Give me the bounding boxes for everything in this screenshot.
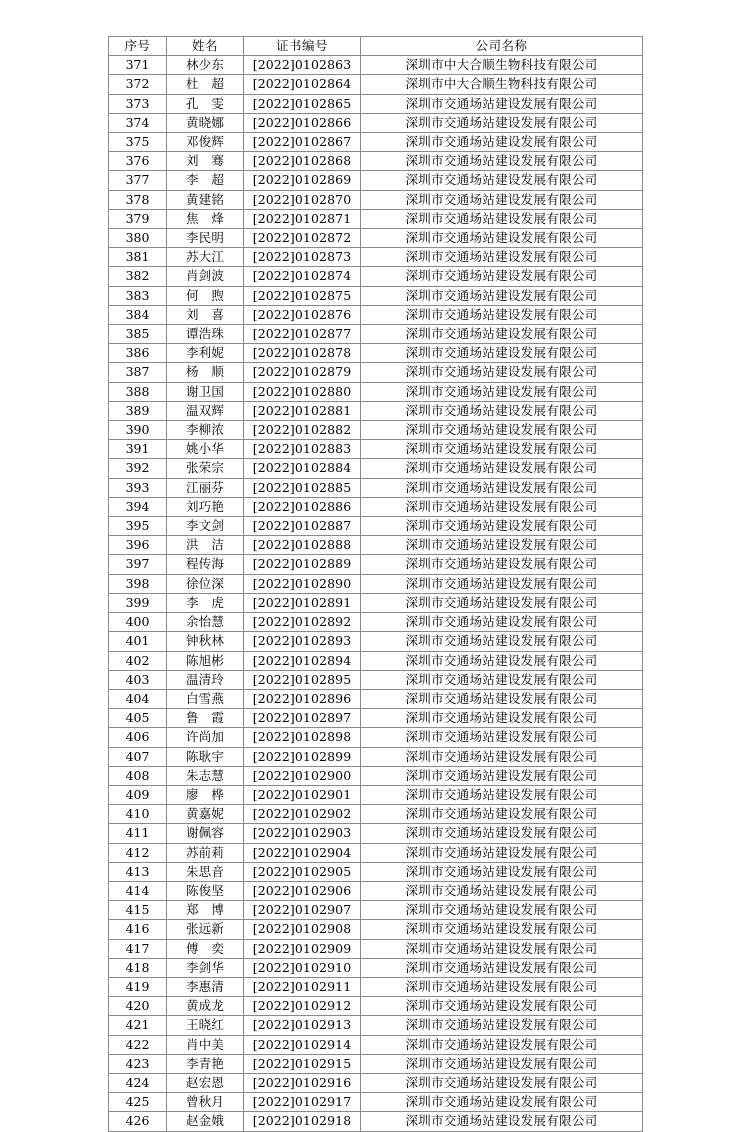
- cell-cert: [2022]0102864: [244, 75, 361, 94]
- cell-company: 深圳市交通场站建设发展有限公司: [361, 1016, 643, 1035]
- table-row: [109, 363, 643, 382]
- cell-cert: [2022]0102908: [244, 920, 361, 939]
- cell-cert: [2022]0102904: [244, 843, 361, 862]
- table-row: [109, 805, 643, 824]
- roster-table-container: [108, 36, 642, 1132]
- cell-cert: [2022]0102903: [244, 824, 361, 843]
- cell-company: 深圳市交通场站建设发展有限公司: [361, 843, 643, 862]
- cell-company: 深圳市交通场站建设发展有限公司: [361, 824, 643, 843]
- cell-cert: [2022]0102918: [244, 1112, 361, 1131]
- cell-name: 肖中美: [167, 1035, 244, 1054]
- cell-cert: [2022]0102881: [244, 401, 361, 420]
- table-row: [109, 977, 643, 996]
- table-row: [109, 382, 643, 401]
- table-row: [109, 593, 643, 612]
- cell-seq: 409: [109, 785, 167, 804]
- cell-name: 李剑华: [167, 958, 244, 977]
- cell-company: 深圳市交通场站建设发展有限公司: [361, 459, 643, 478]
- table-row: [109, 920, 643, 939]
- cell-cert: [2022]0102906: [244, 881, 361, 900]
- table-row: [109, 56, 643, 75]
- cell-name: 李 虎: [167, 593, 244, 612]
- cell-cert: [2022]0102913: [244, 1016, 361, 1035]
- cell-cert: [2022]0102900: [244, 766, 361, 785]
- table-row: [109, 1073, 643, 1092]
- cell-name: 李利妮: [167, 344, 244, 363]
- cell-seq: 401: [109, 632, 167, 651]
- cell-seq: 420: [109, 997, 167, 1016]
- cell-seq: 382: [109, 267, 167, 286]
- table-row: [109, 229, 643, 248]
- cell-cert: [2022]0102872: [244, 229, 361, 248]
- cell-company: 深圳市交通场站建设发展有限公司: [361, 958, 643, 977]
- cell-company: 深圳市交通场站建设发展有限公司: [361, 593, 643, 612]
- table-row: [109, 958, 643, 977]
- cell-name: 陈耿宇: [167, 747, 244, 766]
- cell-name: 朱志慧: [167, 766, 244, 785]
- cell-cert: [2022]0102867: [244, 133, 361, 152]
- cell-cert: [2022]0102892: [244, 613, 361, 632]
- cell-name: 李 超: [167, 171, 244, 190]
- cell-company: 深圳市交通场站建设发展有限公司: [361, 209, 643, 228]
- cell-name: 黄成龙: [167, 997, 244, 1016]
- cell-name: 林少东: [167, 56, 244, 75]
- cell-name: 赵宏恩: [167, 1073, 244, 1092]
- cell-seq: 396: [109, 536, 167, 555]
- cell-company: 深圳市交通场站建设发展有限公司: [361, 574, 643, 593]
- cell-name: 鲁 霞: [167, 709, 244, 728]
- cell-company: 深圳市交通场站建设发展有限公司: [361, 1093, 643, 1112]
- cell-name: 徐位深: [167, 574, 244, 593]
- cell-name: 焦 烽: [167, 209, 244, 228]
- cell-cert: [2022]0102877: [244, 325, 361, 344]
- cell-name: 苏前莉: [167, 843, 244, 862]
- table-row: [109, 94, 643, 113]
- cell-cert: [2022]0102871: [244, 209, 361, 228]
- table-row: [109, 728, 643, 747]
- cell-seq: 379: [109, 209, 167, 228]
- cell-seq: 383: [109, 286, 167, 305]
- cell-seq: 378: [109, 190, 167, 209]
- cell-seq: 375: [109, 133, 167, 152]
- table-row: [109, 478, 643, 497]
- cell-company: 深圳市交通场站建设发展有限公司: [361, 440, 643, 459]
- cell-seq: 381: [109, 248, 167, 267]
- cell-company: 深圳市交通场站建设发展有限公司: [361, 613, 643, 632]
- cell-name: 刘 喜: [167, 305, 244, 324]
- cell-company: 深圳市中大合顺生物科技有限公司: [361, 56, 643, 75]
- table-row: [109, 536, 643, 555]
- table-row: [109, 75, 643, 94]
- cell-name: 赵金娥: [167, 1112, 244, 1131]
- table-row: [109, 670, 643, 689]
- cell-cert: [2022]0102863: [244, 56, 361, 75]
- cell-name: 何 煦: [167, 286, 244, 305]
- cell-name: 白雪燕: [167, 689, 244, 708]
- cell-name: 刘巧艳: [167, 497, 244, 516]
- cell-company: 深圳市交通场站建设发展有限公司: [361, 382, 643, 401]
- table-row: [109, 1054, 643, 1073]
- cell-cert: [2022]0102880: [244, 382, 361, 401]
- cell-name: 邓俊辉: [167, 133, 244, 152]
- cell-name: 李惠清: [167, 977, 244, 996]
- table-row: [109, 171, 643, 190]
- table-row: [109, 152, 643, 171]
- cell-seq: 404: [109, 689, 167, 708]
- cell-cert: [2022]0102899: [244, 747, 361, 766]
- cell-company: 深圳市交通场站建设发展有限公司: [361, 190, 643, 209]
- cell-company: 深圳市交通场站建设发展有限公司: [361, 1035, 643, 1054]
- cell-name: 苏大江: [167, 248, 244, 267]
- cell-cert: [2022]0102910: [244, 958, 361, 977]
- cell-company: 深圳市交通场站建设发展有限公司: [361, 229, 643, 248]
- cell-company: 深圳市交通场站建设发展有限公司: [361, 152, 643, 171]
- cell-cert: [2022]0102874: [244, 267, 361, 286]
- cell-company: 深圳市交通场站建设发展有限公司: [361, 709, 643, 728]
- cell-company: 深圳市中大合顺生物科技有限公司: [361, 75, 643, 94]
- cell-cert: [2022]0102866: [244, 113, 361, 132]
- cell-name: 钟秋林: [167, 632, 244, 651]
- cell-cert: [2022]0102912: [244, 997, 361, 1016]
- cell-seq: 416: [109, 920, 167, 939]
- cell-company: 深圳市交通场站建设发展有限公司: [361, 977, 643, 996]
- cell-name: 余怡慧: [167, 613, 244, 632]
- cell-seq: 384: [109, 305, 167, 324]
- table-row: [109, 248, 643, 267]
- cell-name: 陈旭彬: [167, 651, 244, 670]
- cell-name: 黄嘉妮: [167, 805, 244, 824]
- cell-name: 江丽芬: [167, 478, 244, 497]
- table-row: [109, 651, 643, 670]
- table-row: [109, 766, 643, 785]
- cell-company: 深圳市交通场站建设发展有限公司: [361, 1112, 643, 1131]
- cell-seq: 422: [109, 1035, 167, 1054]
- cell-cert: [2022]0102873: [244, 248, 361, 267]
- table-row: [109, 440, 643, 459]
- cell-seq: 376: [109, 152, 167, 171]
- cell-name: 黄建铭: [167, 190, 244, 209]
- cell-company: 深圳市交通场站建设发展有限公司: [361, 862, 643, 881]
- cell-company: 深圳市交通场站建设发展有限公司: [361, 1073, 643, 1092]
- cell-cert: [2022]0102905: [244, 862, 361, 881]
- table-row: [109, 785, 643, 804]
- table-row: [109, 1093, 643, 1112]
- cell-cert: [2022]0102909: [244, 939, 361, 958]
- cell-company: 深圳市交通场站建设发展有限公司: [361, 939, 643, 958]
- cell-company: 深圳市交通场站建设发展有限公司: [361, 920, 643, 939]
- cell-cert: [2022]0102886: [244, 497, 361, 516]
- cell-cert: [2022]0102889: [244, 555, 361, 574]
- cell-cert: [2022]0102887: [244, 517, 361, 536]
- cell-company: 深圳市交通场站建设发展有限公司: [361, 113, 643, 132]
- cell-cert: [2022]0102868: [244, 152, 361, 171]
- column-header-seq: 序号: [109, 37, 167, 56]
- cell-company: 深圳市交通场站建设发展有限公司: [361, 728, 643, 747]
- cell-cert: [2022]0102893: [244, 632, 361, 651]
- table-row: [109, 881, 643, 900]
- cell-seq: 421: [109, 1016, 167, 1035]
- table-row: [109, 939, 643, 958]
- cell-name: 李青艳: [167, 1054, 244, 1073]
- cell-cert: [2022]0102876: [244, 305, 361, 324]
- cell-company: 深圳市交通场站建设发展有限公司: [361, 344, 643, 363]
- table-row: [109, 421, 643, 440]
- cell-name: 陈俊坚: [167, 881, 244, 900]
- table-row: [109, 325, 643, 344]
- cell-seq: 372: [109, 75, 167, 94]
- cell-seq: 373: [109, 94, 167, 113]
- table-row: [109, 555, 643, 574]
- cell-company: 深圳市交通场站建设发展有限公司: [361, 1054, 643, 1073]
- cell-seq: 411: [109, 824, 167, 843]
- cell-seq: 377: [109, 171, 167, 190]
- cell-seq: 419: [109, 977, 167, 996]
- cell-cert: [2022]0102897: [244, 709, 361, 728]
- cell-cert: [2022]0102914: [244, 1035, 361, 1054]
- cell-cert: [2022]0102888: [244, 536, 361, 555]
- cell-name: 谭浩珠: [167, 325, 244, 344]
- column-header-cert: 证书编号: [244, 37, 361, 56]
- cell-seq: 399: [109, 593, 167, 612]
- table-row: [109, 459, 643, 478]
- cell-cert: [2022]0102884: [244, 459, 361, 478]
- cell-seq: 386: [109, 344, 167, 363]
- cell-name: 许尚加: [167, 728, 244, 747]
- cell-name: 廖 桦: [167, 785, 244, 804]
- cell-cert: [2022]0102869: [244, 171, 361, 190]
- cell-cert: [2022]0102870: [244, 190, 361, 209]
- cell-name: 温清玲: [167, 670, 244, 689]
- cell-name: 杜 超: [167, 75, 244, 94]
- cell-cert: [2022]0102891: [244, 593, 361, 612]
- table-row: [109, 574, 643, 593]
- cell-seq: 413: [109, 862, 167, 881]
- cell-seq: 374: [109, 113, 167, 132]
- cell-name: 肖剑波: [167, 267, 244, 286]
- cell-seq: 398: [109, 574, 167, 593]
- cell-name: 谢佩容: [167, 824, 244, 843]
- cell-name: 谢卫国: [167, 382, 244, 401]
- cell-company: 深圳市交通场站建设发展有限公司: [361, 267, 643, 286]
- cell-cert: [2022]0102916: [244, 1073, 361, 1092]
- cell-seq: 415: [109, 901, 167, 920]
- cell-cert: [2022]0102915: [244, 1054, 361, 1073]
- cell-cert: [2022]0102883: [244, 440, 361, 459]
- table-row: [109, 190, 643, 209]
- cell-company: 深圳市交通场站建设发展有限公司: [361, 785, 643, 804]
- cell-company: 深圳市交通场站建设发展有限公司: [361, 421, 643, 440]
- cell-company: 深圳市交通场站建设发展有限公司: [361, 689, 643, 708]
- cell-cert: [2022]0102901: [244, 785, 361, 804]
- cell-seq: 389: [109, 401, 167, 420]
- certificate-roster-table: [108, 36, 643, 1132]
- cell-seq: 391: [109, 440, 167, 459]
- cell-company: 深圳市交通场站建设发展有限公司: [361, 555, 643, 574]
- cell-company: 深圳市交通场站建设发展有限公司: [361, 401, 643, 420]
- table-row: [109, 901, 643, 920]
- cell-seq: 408: [109, 766, 167, 785]
- cell-company: 深圳市交通场站建设发展有限公司: [361, 517, 643, 536]
- cell-company: 深圳市交通场站建设发展有限公司: [361, 286, 643, 305]
- cell-cert: [2022]0102885: [244, 478, 361, 497]
- table-row: [109, 1112, 643, 1131]
- cell-company: 深圳市交通场站建设发展有限公司: [361, 305, 643, 324]
- cell-seq: 412: [109, 843, 167, 862]
- cell-company: 深圳市交通场站建设发展有限公司: [361, 478, 643, 497]
- cell-seq: 418: [109, 958, 167, 977]
- table-body: [109, 56, 643, 1131]
- cell-seq: 403: [109, 670, 167, 689]
- cell-name: 黄晓娜: [167, 113, 244, 132]
- cell-seq: 405: [109, 709, 167, 728]
- cell-company: 深圳市交通场站建设发展有限公司: [361, 94, 643, 113]
- cell-name: 李柳浓: [167, 421, 244, 440]
- cell-name: 李民明: [167, 229, 244, 248]
- cell-company: 深圳市交通场站建设发展有限公司: [361, 651, 643, 670]
- cell-cert: [2022]0102878: [244, 344, 361, 363]
- cell-cert: [2022]0102865: [244, 94, 361, 113]
- cell-company: 深圳市交通场站建设发展有限公司: [361, 805, 643, 824]
- cell-company: 深圳市交通场站建设发展有限公司: [361, 901, 643, 920]
- cell-company: 深圳市交通场站建设发展有限公司: [361, 536, 643, 555]
- cell-seq: 387: [109, 363, 167, 382]
- cell-company: 深圳市交通场站建设发展有限公司: [361, 248, 643, 267]
- table-row: [109, 613, 643, 632]
- table-row: [109, 209, 643, 228]
- cell-company: 深圳市交通场站建设发展有限公司: [361, 171, 643, 190]
- table-row: [109, 497, 643, 516]
- table-row: [109, 344, 643, 363]
- cell-seq: 395: [109, 517, 167, 536]
- table-row: [109, 632, 643, 651]
- cell-name: 刘 骞: [167, 152, 244, 171]
- cell-company: 深圳市交通场站建设发展有限公司: [361, 497, 643, 516]
- cell-name: 温双辉: [167, 401, 244, 420]
- table-header: [109, 37, 643, 56]
- cell-company: 深圳市交通场站建设发展有限公司: [361, 133, 643, 152]
- cell-name: 洪 洁: [167, 536, 244, 555]
- cell-cert: [2022]0102917: [244, 1093, 361, 1112]
- table-row: [109, 843, 643, 862]
- cell-name: 孔 雯: [167, 94, 244, 113]
- cell-cert: [2022]0102907: [244, 901, 361, 920]
- cell-seq: 397: [109, 555, 167, 574]
- cell-seq: 388: [109, 382, 167, 401]
- cell-seq: 407: [109, 747, 167, 766]
- cell-cert: [2022]0102879: [244, 363, 361, 382]
- table-row: [109, 305, 643, 324]
- cell-name: 曾秋月: [167, 1093, 244, 1112]
- table-row: [109, 862, 643, 881]
- cell-seq: 394: [109, 497, 167, 516]
- cell-cert: [2022]0102911: [244, 977, 361, 996]
- table-row: [109, 689, 643, 708]
- table-row: [109, 401, 643, 420]
- cell-cert: [2022]0102875: [244, 286, 361, 305]
- cell-seq: 410: [109, 805, 167, 824]
- cell-company: 深圳市交通场站建设发展有限公司: [361, 363, 643, 382]
- cell-name: 姚小华: [167, 440, 244, 459]
- cell-seq: 380: [109, 229, 167, 248]
- cell-seq: 424: [109, 1073, 167, 1092]
- cell-seq: 390: [109, 421, 167, 440]
- cell-company: 深圳市交通场站建设发展有限公司: [361, 766, 643, 785]
- cell-name: 程传海: [167, 555, 244, 574]
- table-row: [109, 1016, 643, 1035]
- cell-seq: 406: [109, 728, 167, 747]
- cell-name: 朱思音: [167, 862, 244, 881]
- cell-seq: 393: [109, 478, 167, 497]
- cell-cert: [2022]0102898: [244, 728, 361, 747]
- cell-cert: [2022]0102882: [244, 421, 361, 440]
- table-row: [109, 1035, 643, 1054]
- cell-cert: [2022]0102895: [244, 670, 361, 689]
- table-row: [109, 286, 643, 305]
- table-row: [109, 133, 643, 152]
- table-row: [109, 747, 643, 766]
- cell-seq: 402: [109, 651, 167, 670]
- table-row: [109, 113, 643, 132]
- table-row: [109, 709, 643, 728]
- column-header-company: 公司名称: [361, 37, 643, 56]
- cell-seq: 426: [109, 1112, 167, 1131]
- cell-name: 王晓红: [167, 1016, 244, 1035]
- cell-name: 张荣宗: [167, 459, 244, 478]
- column-header-name: 姓名: [167, 37, 244, 56]
- cell-cert: [2022]0102902: [244, 805, 361, 824]
- cell-cert: [2022]0102896: [244, 689, 361, 708]
- cell-cert: [2022]0102894: [244, 651, 361, 670]
- cell-company: 深圳市交通场站建设发展有限公司: [361, 325, 643, 344]
- cell-seq: 385: [109, 325, 167, 344]
- cell-cert: [2022]0102890: [244, 574, 361, 593]
- cell-name: 杨 顺: [167, 363, 244, 382]
- header-row: [109, 37, 643, 56]
- cell-company: 深圳市交通场站建设发展有限公司: [361, 881, 643, 900]
- cell-company: 深圳市交通场站建设发展有限公司: [361, 670, 643, 689]
- cell-name: 傅 奕: [167, 939, 244, 958]
- cell-seq: 423: [109, 1054, 167, 1073]
- table-row: [109, 824, 643, 843]
- cell-seq: 392: [109, 459, 167, 478]
- cell-seq: 400: [109, 613, 167, 632]
- cell-name: 郑 博: [167, 901, 244, 920]
- table-row: [109, 267, 643, 286]
- cell-seq: 417: [109, 939, 167, 958]
- cell-name: 张远新: [167, 920, 244, 939]
- cell-company: 深圳市交通场站建设发展有限公司: [361, 632, 643, 651]
- cell-name: 李文剑: [167, 517, 244, 536]
- cell-company: 深圳市交通场站建设发展有限公司: [361, 997, 643, 1016]
- table-row: [109, 517, 643, 536]
- cell-seq: 414: [109, 881, 167, 900]
- table-row: [109, 997, 643, 1016]
- cell-seq: 425: [109, 1093, 167, 1112]
- cell-company: 深圳市交通场站建设发展有限公司: [361, 747, 643, 766]
- cell-seq: 371: [109, 56, 167, 75]
